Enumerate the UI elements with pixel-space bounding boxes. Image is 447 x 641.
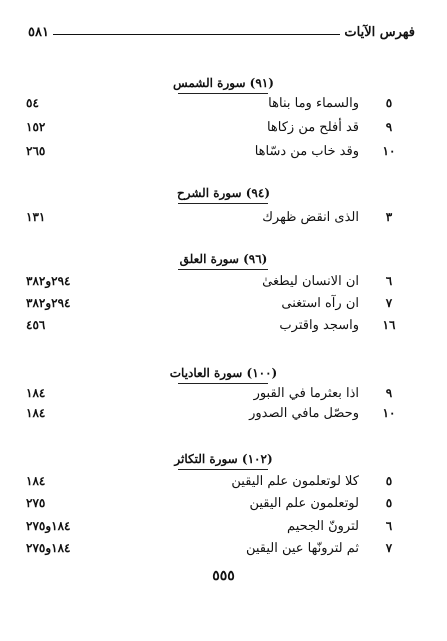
page-reference: ٢٦٥ — [26, 144, 46, 158]
verse-number: ٥ — [385, 474, 393, 488]
page-reference: ١٣١ — [26, 210, 46, 224]
index-row — [0, 120, 447, 140]
running-head-title: فهرس الآيات — [344, 25, 415, 40]
page-reference: ٥٤ — [26, 96, 39, 110]
page-reference: ١٨٤و٢٧٥ — [26, 541, 71, 555]
verse-number: ٧ — [385, 541, 393, 555]
surah-title-rule — [178, 469, 268, 470]
page-reference: ١٨٤ — [26, 406, 46, 420]
surah-title-rule — [178, 93, 268, 94]
verse-text: وقد خاب من دسّاها — [254, 144, 359, 159]
verse-text: واسجد واقترب — [279, 318, 359, 333]
index-row — [0, 474, 447, 494]
index-row — [0, 296, 447, 316]
index-row — [0, 541, 447, 561]
index-row — [0, 274, 447, 294]
verse-text: لوتعلمون علم اليقين — [249, 496, 359, 511]
surah-title: (١٠٢) سورة التكاثر — [174, 452, 273, 466]
surah-title-rule — [178, 269, 268, 270]
page-reference: ٢٩٤و٣٨٢ — [26, 296, 71, 310]
index-row — [0, 210, 447, 230]
index-row — [0, 318, 447, 338]
verse-text: ان الانسان ليطغىٰ — [262, 274, 359, 289]
verse-text: كلا لوتعلمون علم اليقين — [231, 474, 359, 489]
verse-text: وحصّل مافي الصدور — [249, 406, 359, 421]
surah-title-rule — [178, 383, 268, 384]
verse-number: ٥ — [385, 496, 393, 510]
verse-number: ٣ — [385, 210, 393, 224]
surah-title: (٩١) سورة الشمس — [173, 76, 274, 90]
page-number: ٥٨١ — [28, 25, 49, 40]
running-head-rule — [53, 34, 340, 35]
verse-number: ١٠ — [382, 406, 396, 420]
index-row — [0, 496, 447, 516]
verse-text: الذى انقض ظهرك — [262, 210, 359, 225]
index-row — [0, 406, 447, 426]
verse-text: اذا بعثرما في القبور — [253, 386, 359, 401]
page-reference: ١٨٤ — [26, 386, 46, 400]
surah-title: (٩٦) سورة العلق — [179, 252, 268, 266]
index-row — [0, 144, 447, 164]
page-reference: ٢٩٤و٣٨٢ — [26, 274, 71, 288]
index-row — [0, 519, 447, 539]
end-ornament: ٥٥٥ — [212, 568, 235, 584]
page-reference: ٢٧٥ — [26, 496, 46, 510]
page-reference: ٤٥٦ — [26, 318, 46, 332]
surah-title: (٩٤) سورة الشرح — [176, 186, 270, 200]
verse-number: ٧ — [385, 296, 393, 310]
index-row — [0, 96, 447, 116]
verse-text: ان رآه استغنى — [281, 296, 359, 311]
page-reference: ١٨٤و٢٧٥ — [26, 519, 71, 533]
running-head — [28, 20, 415, 40]
verse-number: ٦ — [385, 274, 393, 288]
verse-number: ٩ — [385, 120, 393, 134]
page-reference: ١٨٤ — [26, 474, 46, 488]
verse-number: ١٠ — [382, 144, 396, 158]
verse-text: ثم لترونّها عين اليقين — [245, 541, 359, 556]
verse-text: قد أفلح من زكاها — [266, 120, 359, 135]
page-reference: ١٥٢ — [26, 120, 46, 134]
verse-number: ٥ — [385, 96, 393, 110]
verse-text: والسماء وما بناها — [268, 96, 359, 111]
surah-title-rule — [178, 203, 268, 204]
verse-number: ٦ — [385, 519, 393, 533]
surah-title: (١٠٠) سورة العاديات — [169, 366, 278, 380]
verse-number: ١٦ — [382, 318, 396, 332]
verse-text: لترونّ الجحيم — [287, 519, 359, 534]
index-row — [0, 386, 447, 406]
verse-number: ٩ — [385, 386, 393, 400]
